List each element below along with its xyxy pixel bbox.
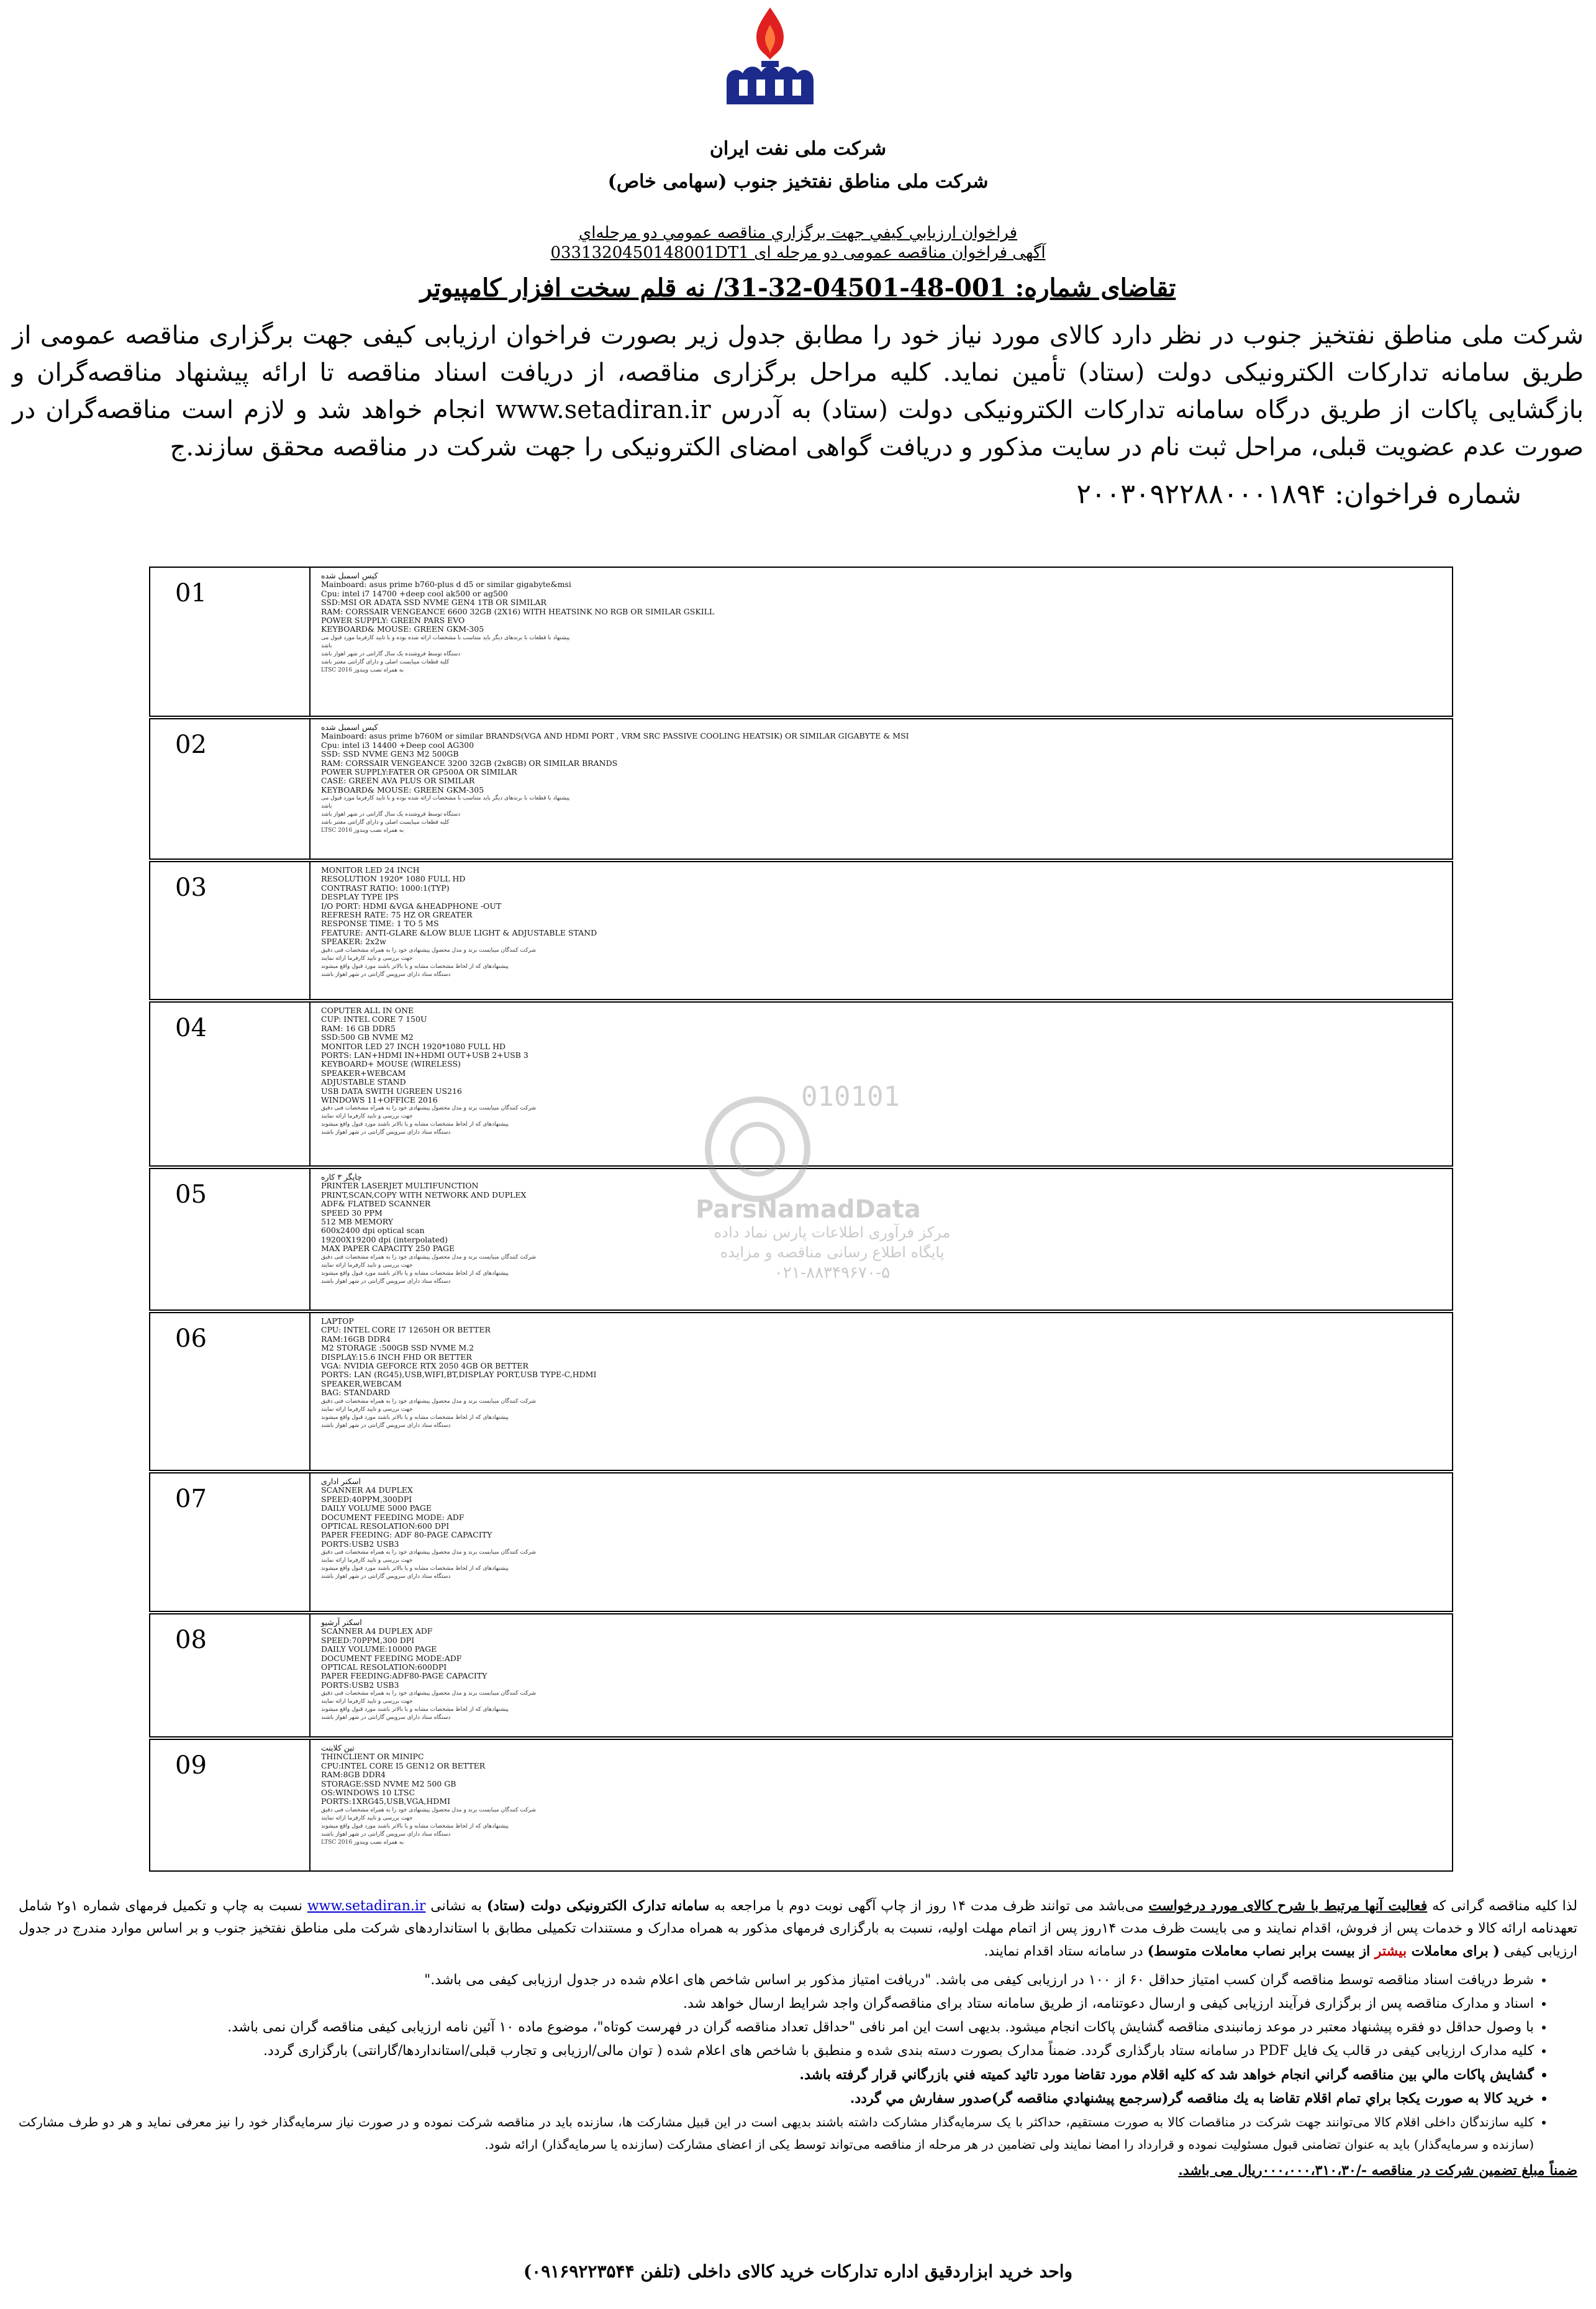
condition-item: • با وصول حداقل دو فقره پیشنهاد معتبر در موعد زمانبندی مناقصه گشایش پاکات انجام میشود. بدیهی است این امر نافی "حداقل تعداد مناقصه گران در فهرست کوتاه"، موضوع ماده ۱۰ آئین نامه ارزیابی کیفی مناقصه گران نمی باشد. bbox=[19, 2016, 1534, 2039]
item-note: دستگاه توسط فروشنده یک سال گارانتی در شهر اهواز باشد bbox=[321, 650, 461, 657]
item-note: پیشنهاد با قطعات با برندهای دیگر باید متناسب با مشخصات ارائه شده بوده و با تایید کارفرما مورد قبول می باشد bbox=[321, 795, 570, 810]
item-note: شرکت کنندگان میبایست برند و مدل محصول پیشنهادی خود را به همراه مشخصات فنی دقیق bbox=[321, 1254, 537, 1260]
item-specification bbox=[321, 866, 1439, 979]
condition-item: • خريد كالا به صورت يكجا براي تمام اقلام تقاضا به يك مناقصه گر(سرجمع پيشنهادي مناقصه گر)صدور سفارش مي گردد. bbox=[19, 2087, 1534, 2110]
item-note: پیشنهادهای که از لحاظ مشخصات مشابه و یا بالاتر باشند مورد قبول واقع میشوند bbox=[321, 1121, 509, 1128]
intro-text-2: انجام خواهد شد و لازم است مناقصه‌گران در صورت عدم عضویت قبلی، مراحل ثبت نام در سایت مذکور و دریافت گواهی امضای الکترونیکی را جهت شرکت در مناقصه محقق سازند.ج bbox=[12, 396, 1584, 462]
item-specification bbox=[321, 1317, 1439, 1430]
intro-paragraph bbox=[12, 317, 1584, 466]
item-spec-text: COPUTER ALL IN ONE CUP: INTEL CORE 7 150U RAM: 16 GB DDR5 SSD:500 GB NVME M2 MONITOR LED 27 INCH 1920*1080 FULL HD PORTS: LAN+HDMI IN+HDMI OUT+USB 2+USB 3 KEYBOARD+ MOUSE (WIRELESS) SPEAKER+WEBCAM ADJUSTABLE STAND USB DATA SWITH UGREEN US216 WINDOWS 11+OFFICE 2016 bbox=[321, 1006, 528, 1105]
intro-url[interactable]: www.setadiran.ir bbox=[496, 396, 711, 424]
company-subname: شرکت ملی مناطق نفتخیز جنوب (سهامی خاص) bbox=[607, 171, 989, 193]
conditions-list bbox=[19, 1969, 1553, 2156]
company-name: شرکت ملی نفت ایران bbox=[709, 138, 887, 160]
item-note: شرکت کنندگان میبایست برند و مدل محصول پیشنهادی خود را به همراه مشخصات فنی دقیق bbox=[321, 947, 537, 954]
item-note: پیشنهادهای که از لحاظ مشخصات مشابه و یا بالاتر باشند مورد قبول واقع میشوند bbox=[321, 1565, 509, 1572]
footer-conditions bbox=[19, 1895, 1577, 2184]
item-spec-text: LAPTOP CPU: INTEL CORE I7 12650H OR BETTER RAM:16GB DDR4 M2 STORAGE :500GB SSD NVME M.2 DISPLAY:15.6 INCH FHD OR BETTER VGA: NVIDIA GEFORCE RTX 2050 4GB OR BETTER PORTS: LAN (RG45),USB,WIFI,BT,DISPLAY PORT,USB TYPE-C,HDMI SPEAKER,WEBCAM BAG: STANDARD bbox=[321, 1316, 597, 1398]
item-number: 06 bbox=[150, 1313, 311, 1470]
item-number: 09 bbox=[150, 1740, 311, 1870]
item-note: جهت بررسی و تایید کارفرما ارائه نمایند bbox=[321, 1698, 413, 1705]
footer-text-red: بیشتر bbox=[1374, 1943, 1407, 1959]
item-row bbox=[149, 1613, 1453, 1737]
item-note: دستگاه ستاد دارای سرویس گارانتی در شهر اهواز باشند bbox=[321, 1573, 451, 1580]
item-note: دستگاه ستاد دارای سرویس گارانتی در شهر اهواز باشند bbox=[321, 1422, 451, 1429]
item-specification bbox=[321, 572, 1439, 675]
watermark-binary: 010101 bbox=[801, 1081, 900, 1113]
item-note: کلیه قطعات میبایست اصلی و دارای گارانتی معتبر باشد bbox=[321, 819, 450, 826]
call-title-line bbox=[0, 224, 1596, 242]
item-note: جهت بررسی و تایید کارفرما ارائه نمایند bbox=[321, 1557, 413, 1564]
item-note: پیشنهادهای که از لحاظ مشخصات مشابه و یا بالاتر باشند مورد قبول واقع میشوند bbox=[321, 1270, 509, 1277]
footer-url-link[interactable]: www.setadiran.ir bbox=[307, 1898, 426, 1914]
call-subtitle-line bbox=[0, 244, 1596, 262]
parsnamad-watermark bbox=[671, 1056, 994, 1280]
item-note: کلیه قطعات میبایست اصلی و دارای گارانتی معتبر باشد bbox=[321, 658, 450, 665]
item-note: دستگاه ستاد دارای سرویس گارانتی در شهر اهواز باشند bbox=[321, 1715, 451, 1721]
call-number: شماره فراخوان: ۲۰۰۳۰۹۲۲۸۸۰۰۰۱۸۹۴ bbox=[1076, 478, 1521, 510]
item-note: شرکت کنندگان میبایست برند و مدل محصول پیشنهادی خود را به همراه مشخصات فنی دقیق bbox=[321, 1105, 537, 1112]
item-note: پیشنهادهای که از لحاظ مشخصات مشابه و یا بالاتر باشند مورد قبول واقع میشوند bbox=[321, 963, 509, 970]
watermark-line2: پایگاه اطلاع رسانی مناقصه و مزایده bbox=[720, 1244, 945, 1261]
watermark-line1: مرکز فرآوری اطلاعات پارس نماد داده bbox=[714, 1224, 951, 1241]
item-row bbox=[149, 1472, 1453, 1612]
item-row bbox=[149, 718, 1453, 860]
item-note: دستگاه ستاد دارای سرویس گارانتی در شهر اهواز باشند bbox=[321, 1831, 451, 1838]
footer-paragraph bbox=[19, 1895, 1577, 1963]
item-note: پیشنهادهای که از لحاظ مشخصات مشابه و یا بالاتر باشند مورد قبول واقع میشوند bbox=[321, 1823, 509, 1829]
intro-text-1: شرکت ملی مناطق نفتخیز جنوب در نظر دارد کالای مورد نیاز خود را مطابق جدول زیر بصورت فراخوان ارزیابی کیفی جهت برگزاری مناقصه عمومی از طریق سامانه تدارکات الکترونیکی دولت (ستاد) تأمین نماید. کلیه مراحل برگزاری مناقصه، از دریافت اسناد مناقصه تا ارائه پیشنهاد مناقصه‌گران و بازگشایی پاکات از طریق درگاه سامانه تدارکات الکترونیکی دولت (ستاد) به آدرس bbox=[12, 321, 1584, 424]
item-row bbox=[149, 861, 1453, 1000]
footer-text-g: ( برای معاملات bbox=[1407, 1943, 1500, 1959]
condition-item: • اسناد و مدارک مناقصه پس از برگزاری فرآیند ارزیابی کیفی و ارسال دعوتنامه، از طریق سامانه ستاد برای مناقصه‌گران واجد شرایط ارسال خواهد شد. bbox=[19, 1993, 1534, 2015]
item-spec-text: اسکنر اداری SCANNER A4 DUPLEX SPEED:40PPM,300DPI DAILY VOLUME 5000 PAGE DOCUMENT FEEDING MODE: ADF OPTICAL RESOLATION:600 DPI PAPER FEEDING: ADF 80-PAGE CAPACITY PORTS:USB2 USB3 bbox=[321, 1477, 492, 1549]
nioc-flame-logo bbox=[689, 0, 851, 124]
item-note: شرکت کنندگان میبایست برند و مدل محصول پیشنهادی خود را به همراه مشخصات فنی دقیق bbox=[321, 1690, 537, 1697]
item-spec-text: کیس اسمبل شده Mainboard: asus prime b760-plus d d5 or similar gigabyte&msi Cpu: intel i7 14700 +deep cool ak500 or ag500 SSD:MSI OR ADATA SSD NVME GEN4 1TB OR SIMILAR RAM: CORSSAIR VENGEANCE 6600 32GB (2X16) WITH HEATSINK NO RGB OR SIMILAR GSKILL POWER SUPPLY: GREEN PARS EVO KEYBOARD& MOUSE: GREEN GKM-305 bbox=[321, 571, 715, 634]
item-note: شرکت کنندگان میبایست برند و مدل محصول پیشنهادی خود را به همراه مشخصات فنی دقیق bbox=[321, 1806, 537, 1813]
request-title-text: تقاضای شماره: 001-48-04501-32-31/ نه قلم سخت افزار کامپیوتر bbox=[420, 273, 1176, 303]
item-spec-text: چاپگر ۳ کاره PRINTER LASERJET MULTIFUNCTION PRINT,SCAN,COPY WITH NETWORK AND DUPLEX ADF& FLATBED SCANNER SPEED 30 PPM 512 MB MEMORY 600x2400 dpi optical scan 19200X19200 dpi (interpolated) MAX PAPER CAPACITY 250 PAGE bbox=[321, 1172, 527, 1254]
item-spec-text: تین کلاینت THINCLIENT OR MINIPC CPU:INTEL CORE I5 GEN12 OR BETTER RAM:8GB DDR4 STORAGE:SSD NVME M2 500 GB OS:WINDOWS 10 LTSC PORTS:1XRG45,USB,VGA,HDMI bbox=[321, 1743, 486, 1806]
item-row bbox=[149, 1312, 1453, 1471]
item-number: 02 bbox=[150, 719, 311, 858]
condition-item: • کلیه سازندگان داخلی اقلام کالا می‌توانند جهت شرکت در مناقصات کالا به صورت مستقیم، حداکثر با یک سرمایه‌گذار مشارکت داشته باشند بدیهی است در این قبیل مشارکت ها، سازنده باید در مناقصه شرکت نموده و در صورت نیاز سرمایه‌گذار خود را نیز معرفی نماید و هر دو طرف مشارکت (سازنده و سرمایه‌گذار) باید به عنوان تضامنی قبول مسئولیت نموده و قرارداد را امضا نمایند ولی تضامین در هر مرحله از مناقصه می‌تواند توسط یکی از اعضای مشارکت (سازنده یا سرمایه‌گذار) ارائه شود. bbox=[19, 2111, 1534, 2156]
condition-item: • کلیه مدارک ارزیابی کیفی در قالب یک فایل PDF در سامانه ستاد بارگذاری گردد. ضمناً مدارک بصورت دسته بندی شده و منطبق با شاخص های اعلام شده ( توان مالی/ارزیابی و تجارب قبلی/استانداردها/گارانتی) بارگزاری گردد. bbox=[19, 2040, 1534, 2062]
footer-text-c: می‌باشد می توانند ظرف مدت ۱۴ روز از چاپ آگهی نوبت دوم با مراجعه به bbox=[709, 1898, 1149, 1914]
item-specification bbox=[321, 1744, 1439, 1847]
item-number: 07 bbox=[150, 1473, 311, 1611]
footer-text-d: سامانه تدارک الکترونیکی دولت (ستاد) bbox=[486, 1898, 710, 1914]
watermark-brand: ParsNamadData bbox=[696, 1195, 921, 1224]
footer-text-b: فعالیت آنها مرتبط با شرح کالای مورد درخواست bbox=[1148, 1898, 1428, 1914]
item-note: دستگاه ستاد دارای سرویس گارانتی در شهر اهواز باشند bbox=[321, 1278, 451, 1285]
item-note: دستگاه ستاد دارای سرویس گارانتی در شهر اهواز باشند bbox=[321, 971, 451, 978]
item-note: دستگاه ستاد دارای سرویس گارانتی در شهر اهواز باشند bbox=[321, 1129, 451, 1136]
item-note: جهت بررسی و تایید کارفرما ارائه نمایند bbox=[321, 955, 413, 962]
footer-text-f: نسبت به چاپ و تکمیل فرمهای شماره ۱و۲ شامل تعهدنامه ارائه کالا و خدمات پس از فروش، اقدام نمایند و می بایست ظرف مدت ۱۴روز پس از اتمام مهلت اولیه، نسبت به بارگزاری فرمهای مذکور به همراه مدارک و مستندات تکمیلی مطابق با استانداردهای شرکت ملی مناطق نفتخیز جنوب و بر اساس موارد مندرج در جدول ارزیابی کیفی bbox=[19, 1898, 1578, 1959]
item-number: 03 bbox=[150, 862, 311, 999]
item-note: به همراه نصب ویندوز LTSC 2016 bbox=[321, 827, 404, 834]
item-spec-text: اسکنر آرشیو SCANNER A4 DUPLEX ADF SPEED:70PPM,300 DPI DAILY VOLUME:10000 PAGE DOCUMENT FEEDING MODE:ADF OPTICAL RESOLATION:600DPI PAPER FEEDING:ADF80-PAGE CAPACITY PORTS:USB2 USB3 bbox=[321, 1618, 487, 1690]
item-note: دستگاه توسط فروشنده یک سال گارانتی در شهر اهواز باشد bbox=[321, 811, 461, 818]
guarantee-amount: ضمناً مبلغ تضمین شرکت در مناقصه -/۰۰۰،۰۰۰،۳۱۰،۳۰ریال می باشد. bbox=[1178, 2162, 1577, 2179]
item-spec-text: کیس اسمبل شده Mainboard: asus prime b760M or similar BRANDS(VGA AND HDMI PORT , VRM SRC PASSIVE COOLING HEATSIK) OR SIMILAR GIGABYTE & MSI Cpu: intel i3 14400 +Deep cool AG300 SSD: SSD NVME GEN3 M2 500GB RAM: CORSSAIR VENGEANCE 3200 32GB (2x8GB) OR SIMILAR BRANDS POWER SUPPLY:FATER OR GP500A OR SIMILAR CASE: GREEN AVA PLUS OR SIMILAR KEYBOARD& MOUSE: GREEN GKM-305 bbox=[321, 722, 909, 795]
item-note: به همراه نصب ویندوز LTSC 2016 bbox=[321, 1839, 404, 1846]
watermark-phone: ۰۲۱-۸۸۳۴۹۶۷۰-۵ bbox=[774, 1264, 891, 1282]
call-title-text: فراخوان ارزيابي كيفي جهت برگزاري مناقصه عمومي دو مرحله‌اي bbox=[578, 224, 1018, 242]
item-note: به همراه نصب ویندوز LTSC 2016 bbox=[321, 667, 404, 673]
item-spec-text: MONITOR LED 24 INCH RESOLUTION 1920* 1080 FULL HD CONTRAST RATIO: 1000:1(TYP) DESPLAY TYPE IPS I/O PORT: HDMI &VGA &HEADPHONE -OUT REFRESH RATE: 75 HZ OR GREATER RESPONSE TIME: 1 TO 5 MS FEATURE: ANTI-GLARE &LOW BLUE LIGHT & ADJUSTABLE STAND SPEAKER: 2x2w bbox=[321, 865, 597, 947]
condition-item: • گشايش پاكات مالي بين مناقصه گراني انجام خواهد شد كه كليه اقلام مورد تقاضا مورد تائيد كميته فني بازرگاني قرار گرفته باشد. bbox=[19, 2064, 1534, 2086]
item-note: پیشنهاد با قطعات با برندهای دیگر باید متناسب با مشخصات ارائه شده بوده و با تایید کارفرما مورد قبول می باشد bbox=[321, 634, 570, 649]
footer-text-e: به نشانی bbox=[425, 1898, 487, 1914]
item-number: 04 bbox=[150, 1003, 311, 1165]
item-note: پیشنهادهای که از لحاظ مشخصات مشابه و یا بالاتر باشند مورد قبول واقع میشوند bbox=[321, 1414, 509, 1421]
call-subtitle-text: آگهی فراخوان مناقصه عمومی دو مرحله ای 0331320450148001DT1 bbox=[550, 244, 1046, 262]
item-row bbox=[149, 567, 1453, 717]
item-specification bbox=[321, 723, 1439, 835]
request-title bbox=[0, 273, 1596, 303]
item-specification bbox=[321, 1618, 1439, 1722]
item-note: جهت بررسی و تایید کارفرما ارائه نمایند bbox=[321, 1262, 413, 1268]
item-specification bbox=[321, 1477, 1439, 1581]
condition-item: • شرط دریافت اسناد مناقصه توسط مناقصه گران کسب امتیاز حداقل ۶۰ از ۱۰۰ در ارزیابی کیفی می باشد. "دریافت امتیاز مذکور بر اساس شاخص های اعلام شده در جدول ارزیابی کیفی می باشد." bbox=[19, 1969, 1534, 1992]
item-note: جهت بررسی و تایید کارفرما ارائه نمایند bbox=[321, 1113, 413, 1120]
footer-text-h: از بیست برابر نصاب معاملات متوسط) bbox=[1147, 1943, 1375, 1959]
footer-text-i: در سامانه ستاد اقدام نمایند. bbox=[984, 1944, 1148, 1959]
purchasing-unit: واحد خرید ابزاردقیق اداره تدارکات خرید کالای داخلی (تلفن ۰۹۱۶۹۲۲۳۵۴۴) bbox=[523, 2261, 1073, 2282]
item-note: جهت بررسی و تایید کارفرما ارائه نمایند bbox=[321, 1815, 413, 1821]
item-note: شرکت کنندگان میبایست برند و مدل محصول پیشنهادی خود را به همراه مشخصات فنی دقیق bbox=[321, 1398, 537, 1405]
item-note: جهت بررسی و تایید کارفرما ارائه نمایند bbox=[321, 1406, 413, 1413]
item-number: 05 bbox=[150, 1169, 311, 1309]
item-row bbox=[149, 1739, 1453, 1872]
item-note: شرکت کنندگان میبایست برند و مدل محصول پیشنهادی خود را به همراه مشخصات فنی دقیق bbox=[321, 1549, 537, 1556]
footer-text-a: لذا کلیه مناقصه گرانی که bbox=[1427, 1898, 1577, 1914]
item-number: 01 bbox=[150, 568, 311, 716]
item-number: 08 bbox=[150, 1614, 311, 1736]
item-note: پیشنهادهای که از لحاظ مشخصات مشابه و یا بالاتر باشند مورد قبول واقع میشوند bbox=[321, 1706, 509, 1713]
